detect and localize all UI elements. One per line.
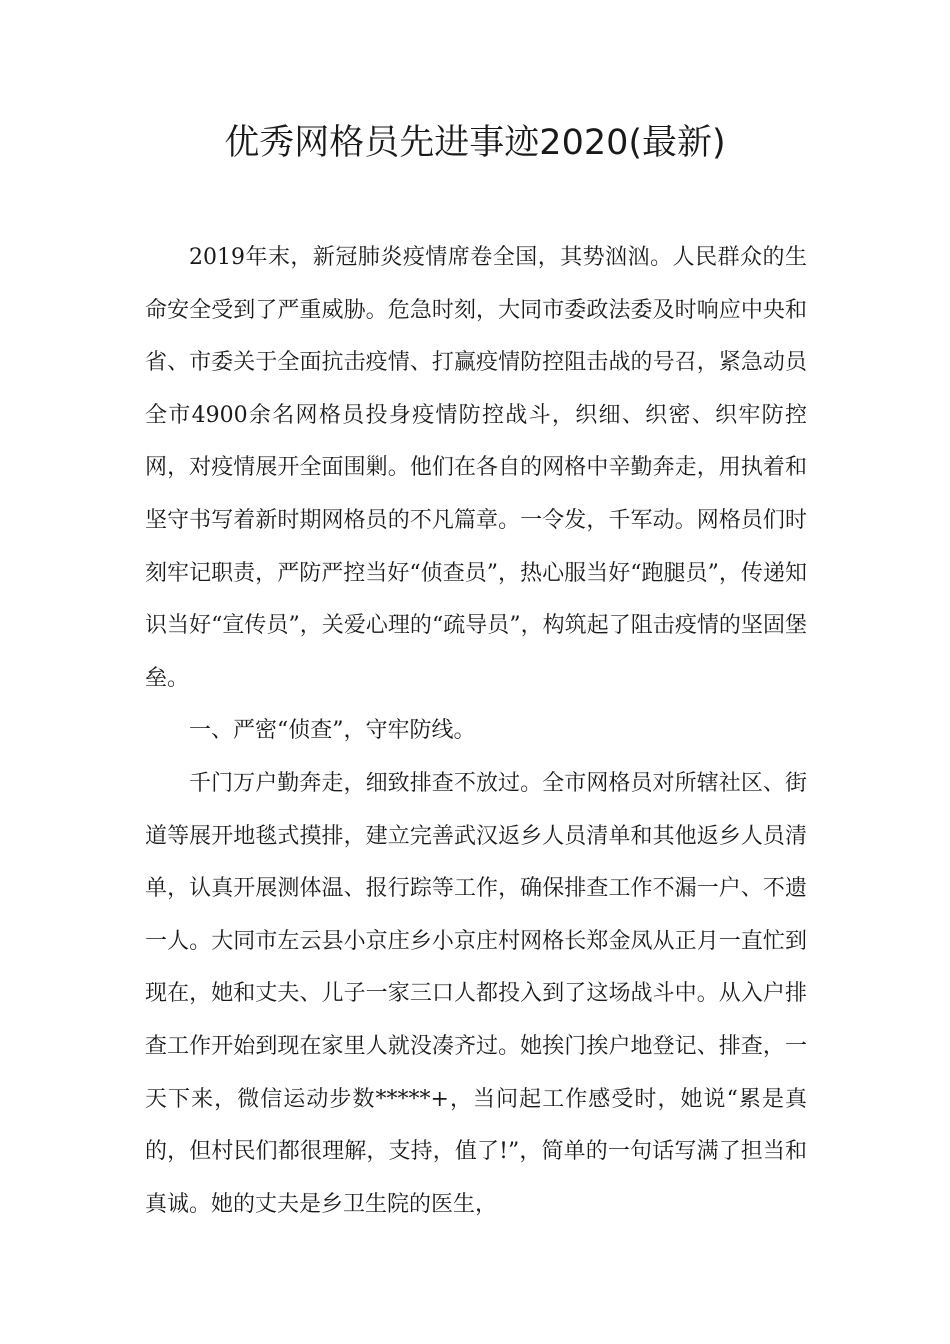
section-heading-1: 一、严密“侦查”，守牢防线。 xyxy=(189,718,476,744)
document-body xyxy=(145,232,807,1231)
paragraph-intro: 2019年末，新冠肺炎疫情席卷全国，其势汹汹。人民群众的生命安全受到了严重威胁。危急时刻，大同市委政法委及时响应中央和省、市委关于全面抗击疫情、打赢疫情防控阻击战的号召，紧急动员全市4900余名网格员投身疫情防控战斗，织细、织密、织牢防控网，对疫情展开全面围剿。他们在各自的网格中辛勤奔走，用执着和坚守书写着新时期网格员的不凡篇章。一令发，千军动。网格员们时刻牢记职责，严防严控当好“侦查员”，热心服当好“跑腿员”，传递知识当好“宣传员”，关爱心理的“疏导员”，构筑起了阻击疫情的坚固堡垒。 xyxy=(145,245,807,691)
paragraph-section-1: 千门万户勤奔走，细致排查不放过。全市网格员对所辖社区、街道等展开地毯式摸排，建立完善武汉返乡人员清单和其他返乡人员清单，认真开展测体温、报行踪等工作，确保排查工作不漏一户、不遗一人。大同市左云县小京庄乡小京庄村网格长郑金凤从正月一直忙到现在，她和丈夫、儿子一家三口人都投入到了这场战斗中。从入户排查工作开始到现在家里人就没凑齐过。她挨门挨户地登记、排查，一天下来，微信运动步数*****+，当问起工作感受时，她说“累是真的，但村民们都很理解，支持，值了!”，简单的一句话写满了担当和真诚。她的丈夫是乡卫生院的医生， xyxy=(145,770,807,1217)
document-title: 优秀网格员先进事迹2020(最新) xyxy=(224,123,726,163)
